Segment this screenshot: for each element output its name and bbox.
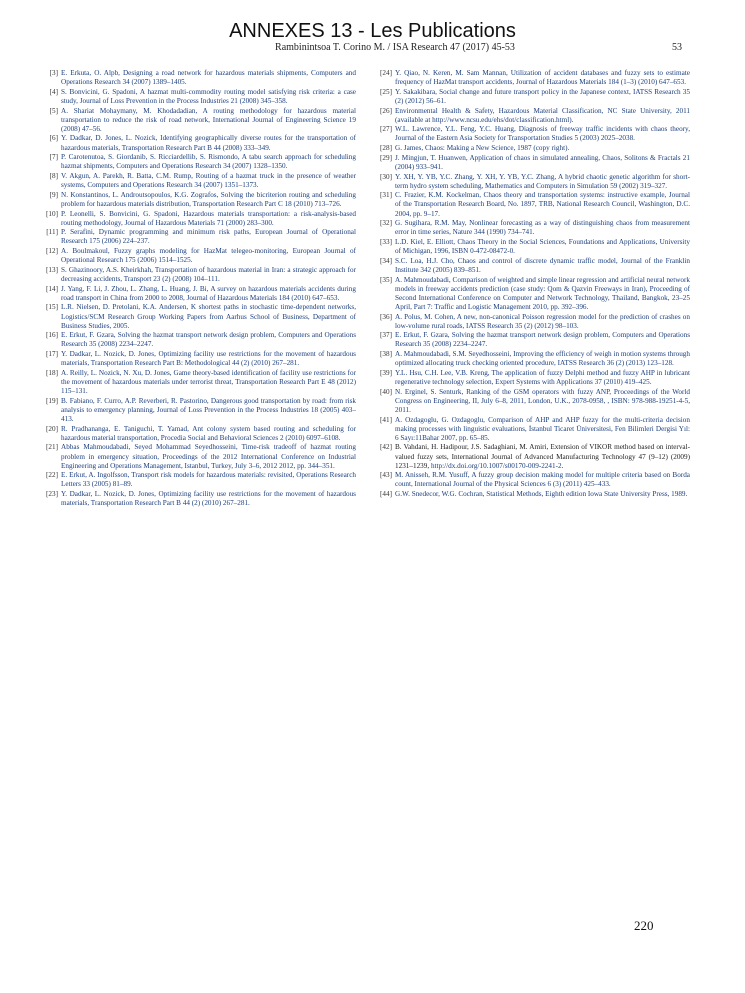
reference-text [395,69,690,87]
reference-number: [39] [380,368,392,377]
reference-item [374,107,690,125]
reference-item [374,219,690,237]
reference-item [40,210,356,228]
reference-item [374,416,690,443]
reference-citation: J. Yang, F. Li, J. Zhou, L. Zhang, L. Huang, J. Bi, A survey on hazardous materials accidents during road transport in China from 2000 to 2008, Journal of Hazardous Materials 184 (2010) 647–653. [61,284,356,302]
reference-text [395,369,690,387]
reference-item [40,471,356,489]
journal-page-number: 53 [672,42,682,53]
reference-number: [25] [380,87,392,96]
reference-number: [19] [46,396,58,405]
reference-citation: P. Leonelli, S. Bonvicini, G. Spadoni, Hazardous materials transportation: a risk-analysis-based routing methodology, Journal of Hazardous Materials 71 (2000) 283–300. [61,209,356,227]
reference-citation: S. Bonvicini, G. Spadoni, A hazmat multi-commodity routing model satisfying risk criteria: a case study, Journal of Loss Prevention in the Process Industries 21 (2008) 345–358. [61,87,356,105]
reference-number: [10] [46,209,58,218]
reference-text [61,69,356,87]
reference-citation: Y. Sakakibara, Social change and future transport policy in the Japanese context, IATSS Research 35 (2) (2012) 56–61. [395,87,690,105]
reference-item [374,154,690,172]
reference-text [395,88,690,106]
reference-citation: B. Vahdani, H. Hadipour, J.S. Sadaghiani, M. Amiri, Extension of VIKOR method based on interval-valued fuzzy sets, International Journal of Advanced Manufacturing Technology 47 (9–12) (2009) 1231–1239, [395,443,690,470]
reference-number: [27] [380,125,392,134]
reference-citation: A. Shariat Mohaymany, M. Khodadadian, A routing methodology for hazardous material transportation to reduce the risk of road network, International Journal of Engineering Science 19 (2008) 47–56. [61,106,356,133]
reference-item [374,238,690,256]
reference-text [61,285,356,303]
reference-text [61,153,356,171]
reference-text [395,350,690,368]
reference-text [61,247,356,265]
reference-citation: E. Erkut, F. Gzara, Solving the hazmat transport network design problem, Computers and Operations Research 35 (2008) 2234–2247. [395,331,690,349]
reference-number: [17] [46,350,58,359]
reference-citation: N. Konstantinos, L. Androutsopoulos, K.G. Zografos, Solving the bicriterion routing and scheduling problem for hazardous materials distribution, Transportation Research Part C 18 (2010) 713–726. [61,190,356,208]
reference-text [61,331,356,349]
reference-item [374,144,690,153]
page-number: 220 [634,918,654,933]
reference-item [374,350,690,368]
reference-number: [13] [46,265,58,274]
reference-citation: C. Frazier, K.M. Kockelman, Chaos theory and transportation systems: instructive example, Journal of the Transportation Research Board, No. 1897, TRB, National Research Council, Washington, D.C. 2004, pp. 9–17. [395,191,690,218]
reference-citation: M. Anisseh, R.M. Yusuff, A fuzzy group decision making model for multiple criteria based on Borda count, International Journal of the Physical Sciences 6 (3) (2011) 425–433. [395,471,690,489]
reference-text [61,303,356,330]
reference-item [40,107,356,134]
reference-citation: Y. Qiao, N. Keren, M. Sam Mannan, Utilization of accident databases and fuzzy sets to estimate frequency of HazMat transport accidents, Journal of Hazardous Materials 184 (1–3) (2010) 647–653. [395,69,690,87]
reference-citation: N. Erginel, S. Senturk, Ranking of the GSM operators with fuzzy ANP, Proceedings of the World Congress on Engineering, II, July 6–8, 2011, London, U.K., 2078-0958, , ISBN: 978-988-19251-4-5, 2011. [395,387,690,414]
reference-text [61,88,356,106]
reference-text [395,238,690,256]
reference-text [395,313,690,331]
reference-item [40,191,356,209]
reference-text [61,210,356,228]
references-left-column [40,69,356,509]
reference-text [61,471,356,489]
reference-item [40,228,356,246]
reference-text [395,276,690,312]
reference-citation: L.R. Nielsen, D. Pretolani, K.A. Andersen, K shortest paths in stochastic time-dependent networks, Logistics/SCM Research Group Working Papers from Aarhus School of Business, Department of Business Studies, 2005. [61,303,356,330]
reference-item [374,471,690,489]
reference-number: [18] [46,368,58,377]
reference-text [61,107,356,134]
reference-citation: Y.L. Hsu, C.H. Lee, V.B. Kreng, The application of fuzzy Delphi method and fuzzy AHP in lubricant regenerative technology selection, Expert Systems with Applications 37 (2010) 419–425. [395,368,690,386]
running-header: Rambinintsoa T. Corino M. / ISA Research 47 (2017) 45-53 [275,42,515,53]
reference-number: [41] [380,415,392,424]
reference-item [40,172,356,190]
reference-number: [28] [380,144,392,153]
reference-item [374,257,690,275]
reference-number: [15] [46,303,58,312]
reference-item [40,397,356,424]
reference-item [374,331,690,349]
reference-citation: Abbas Mahmoudabadi, Seyed Mohammad Seyedhosseini, Time-risk tradeoff of hazmat routing problem in emergency situation, Proceedings of the 2012 International Conference on Industrial Engineering and Operations Management, Istanbul, Turkey, July 3–6, 2012 2012, pp. 344–351. [61,443,356,470]
reference-item [374,88,690,106]
reference-citation: Y. XH, Y. YB, Y.C. Zhang, Y. XH, Y. YB, Y.C. Zhang, A hybrid chaotic genetic algorithm for short-term hydro system scheduling, Mathematics and Computers in Simulation 59 (2002) 319–327. [395,172,690,190]
reference-item [374,125,690,143]
reference-item [374,276,690,312]
reference-citation: V. Akgun, A. Parekh, R. Batta, C.M. Rump, Routing of a hazmat truck in the presence of weather systems, Computers and Operations Research 34 (2007) 1351–1373. [61,172,356,190]
reference-item [40,88,356,106]
reference-citation: B. Fabiano, F. Curro, A.P. Reverberi, R. Pastorino, Dangerous good transportation by road: from risk analysis to emergency planning, Journal of Loss Prevention in the Process Industries 18 (2005) 403–413. [61,396,356,423]
reference-text [61,266,356,284]
reference-text [61,369,356,396]
reference-link[interactable]: http://www.ncsu.edu/ehs/dot/classification.html [432,115,570,124]
reference-citation: G. James, Chaos: Making a New Science, 1987 (copy right). [395,144,570,153]
reference-number: [43] [380,471,392,480]
reference-text [61,228,356,246]
reference-number: [4] [49,87,58,96]
reference-text [61,490,356,508]
reference-number: [8] [49,172,58,180]
reference-text [61,134,356,152]
reference-text [395,144,690,153]
reference-text [61,350,356,368]
reference-text [61,191,356,209]
reference-text [395,125,690,143]
reference-item [40,153,356,171]
reference-number: [42] [380,443,392,452]
reference-citation: A. Reilly, L. Nozick, N. Xu, D. Jones, Game theory-based identification of facility use restrictions for the movement of hazardous materials under terrorist threat, Transportation Research Part E 48 (2012) 115–131. [61,368,356,396]
reference-suffix: ). [569,115,574,124]
reference-item [40,350,356,368]
reference-number: [5] [49,106,58,115]
reference-citation: Y. Dadkar, L. Nozick, D. Jones, Optimizing facility use restrictions for the movement of hazardous materials, Transportation Research Part B: Methodological 44 (2) (2010) 267–281. [61,350,356,368]
reference-number: [38] [380,350,392,359]
reference-citation: R. Pradhananga, E. Taniguchi, T. Yamad, Ant colony system based routing and scheduling for hazardous material transportation, Procedia Social and Behavioral Sciences 2 (2010) 6097–6108. [61,424,356,442]
reference-citation: L.D. Kiel, E. Elliott, Chaos Theory in the Social Sciences, Foundations and Applications, University of Michigan, 1996, ISBN 0-472-08472-0. [395,238,690,256]
reference-text [61,425,356,443]
reference-text [395,331,690,349]
reference-citation: Environmental Health & Safety, Hazardous Material Classification, NC State University, 2011 (available at [395,106,690,124]
reference-text [395,154,690,172]
reference-item [374,388,690,415]
reference-number: [11] [46,228,58,237]
reference-item [374,191,690,218]
reference-number: [44] [380,490,392,499]
reference-item [40,425,356,443]
reference-citation: G. Sugihara, R.M. May, Nonlinear forecasting as a way of distinguishing chaos from measurement error in time series, Nature 344 (1990) 734–741. [395,219,690,237]
page-title: ANNEXES 13 - Les Publications [229,20,516,42]
reference-text [61,172,356,190]
reference-item [40,303,356,330]
reference-text [61,443,356,470]
reference-number: [12] [46,247,58,256]
reference-item [40,490,356,508]
reference-number: [32] [380,219,392,228]
reference-citation: Y. Dadkar, L. Nozick, D. Jones, Optimizing facility use restrictions for the movement of hazardous materials, Transportation Research Part B 44 (2) (2010) 267–281. [61,490,356,508]
reference-item [40,266,356,284]
reference-item [374,369,690,387]
reference-citation: A. Mahmoudabadi, S.M. Seyedhosseini, Improving the efficiency of weigh in motion systems through optimized allocating truck checking oriented procedure, IATSS Research 36 (2) (2013) 123–128. [395,350,690,368]
reference-item [374,443,690,470]
references-right-column [374,69,690,500]
reference-number: [21] [46,443,58,452]
reference-citation: E. Erkut, F. Gzara, Solving the hazmat transport network design problem, Computers and Operations Research 35 (2008) 2234–2247. [61,331,356,349]
reference-number: [33] [380,238,392,247]
reference-number: [40] [380,387,392,396]
reference-number: [3] [49,69,58,77]
reference-citation: A. Mahmoudabadi, Comparison of weighted and simple linear regression and artificial neural network models in freeway accidents prediction (case study: Qom & Qazvin Freeways in Iran), Proceeding of Second International Conference on Computer and Network Technology, Thailand, Bangkok, 23–25 April, Part 7: Traffic and Logistic Management 2010, pp. 392–396. [395,275,690,311]
reference-citation: P. Carotenutoa, S. Giordanib, S. Ricciardellib, S. Rismondo, A tabu search approach for scheduling hazmat shipments, Computers and Operations Research 34 (2007) 1328–1350. [61,153,356,171]
reference-number: [9] [49,190,58,199]
reference-text [395,219,690,237]
reference-text [395,173,690,191]
reference-number: [37] [380,331,392,340]
reference-text [395,257,690,275]
reference-citation: G.W. Snedecor, W.G. Cochran, Statistical Methods, Eighth edition Iowa State University Press, 1989. [395,490,688,499]
reference-citation: W.L. Lawrence, Y.L. Feng, Y.C. Huang, Diagnosis of freeway traffic incidents with chaos theory, Journal of the Eastern Asia Society for Transportation Studies 5 (2003) 2025–2038. [395,125,690,143]
reference-number: [36] [380,312,392,321]
reference-number: [20] [46,424,58,433]
reference-number: [31] [380,191,392,200]
reference-number: [34] [380,256,392,265]
reference-item [374,490,690,499]
reference-citation: J. Mingjun, T. Huanwen, Application of chaos in simulated annealing, Chaos, Solitons & Fractals 21 (2004) 933–941. [395,153,690,171]
reference-text [395,107,690,125]
reference-citation: E. Erkut, A. Ingolfsson, Transport risk models for hazardous materials: revisited, Operations Research Letters 33 (2005) 81–89. [61,471,356,489]
reference-number: [22] [46,471,58,480]
reference-number: [26] [380,106,392,115]
reference-number: [29] [380,153,392,162]
reference-text [61,397,356,424]
reference-citation: A. Polus, M. Cohen, A new, non-canonical Poisson regression model for the prediction of crashes on low-volume rural roads, IATSS Research 35 (2) (2012) 98–103. [395,312,690,330]
reference-text [395,490,690,499]
reference-citation: S.C. Loa, H.J. Cho, Chaos and control of discrete dynamic traffic model, Journal of the Franklin Institute 342 (2005) 839–851. [395,256,690,274]
reference-link[interactable]: http://dx.doi.org/10.1007/s00170-009-2241-2 [430,461,562,470]
reference-suffix: . [561,461,564,470]
reference-item [40,134,356,152]
reference-number: [24] [380,69,392,77]
reference-number: [6] [49,134,58,143]
reference-number: [30] [380,172,392,181]
reference-text [395,443,690,470]
reference-number: [35] [380,275,392,284]
reference-item [40,69,356,87]
reference-item [374,313,690,331]
reference-item [40,443,356,470]
reference-item [40,247,356,265]
reference-citation: P. Serafini, Dynamic programming and minimum risk paths, European Journal of Operational Research 175 (2006) 224–237. [61,228,356,246]
reference-number: [14] [46,284,58,293]
reference-number: [16] [46,331,58,340]
reference-citation: A. Boulmakoul, Fuzzy graphs modeling for HazMat telegeo-monitoring, European Journal of Operational Research 175 (2006) 1514–1525. [61,247,356,265]
reference-citation: Y. Dadkar, D. Jones, L. Nozick, Identifying geographically diverse routes for the transportation of hazardous materials, Transportation Research Part B 44 (2008) 333–349. [61,134,356,152]
reference-item [40,369,356,396]
reference-text [395,191,690,218]
reference-item [374,173,690,191]
reference-text [395,471,690,489]
reference-item [40,285,356,303]
reference-citation: E. Erkuta, O. Alpb, Designing a road network for hazardous materials shipments, Computers and Operations Research 34 (2007) 1389–1405. [61,69,356,87]
reference-text [395,388,690,415]
reference-item [40,331,356,349]
reference-number: [7] [49,153,58,162]
reference-text [395,416,690,443]
reference-number: [23] [46,490,58,499]
reference-citation: S. Ghazinoory, A.S. Kheirkhah, Transportation of hazardous material in Iran: a strategic approach for decreasing accidents, Transport 23 (2) (2008) 104–111. [61,265,356,283]
reference-citation: A. Ozdagoglu, G. Ozdagoglu, Comparison of AHP and AHP fuzzy for the multi-criteria decision making processes with linguistic evaluations, İstanbul Ticaret Üniversitesi, Fen Bilimleri Dergisi Yıl: 6 Sayı:11Bahar 2007, pp. 65–85. [395,415,690,442]
reference-item [374,69,690,87]
